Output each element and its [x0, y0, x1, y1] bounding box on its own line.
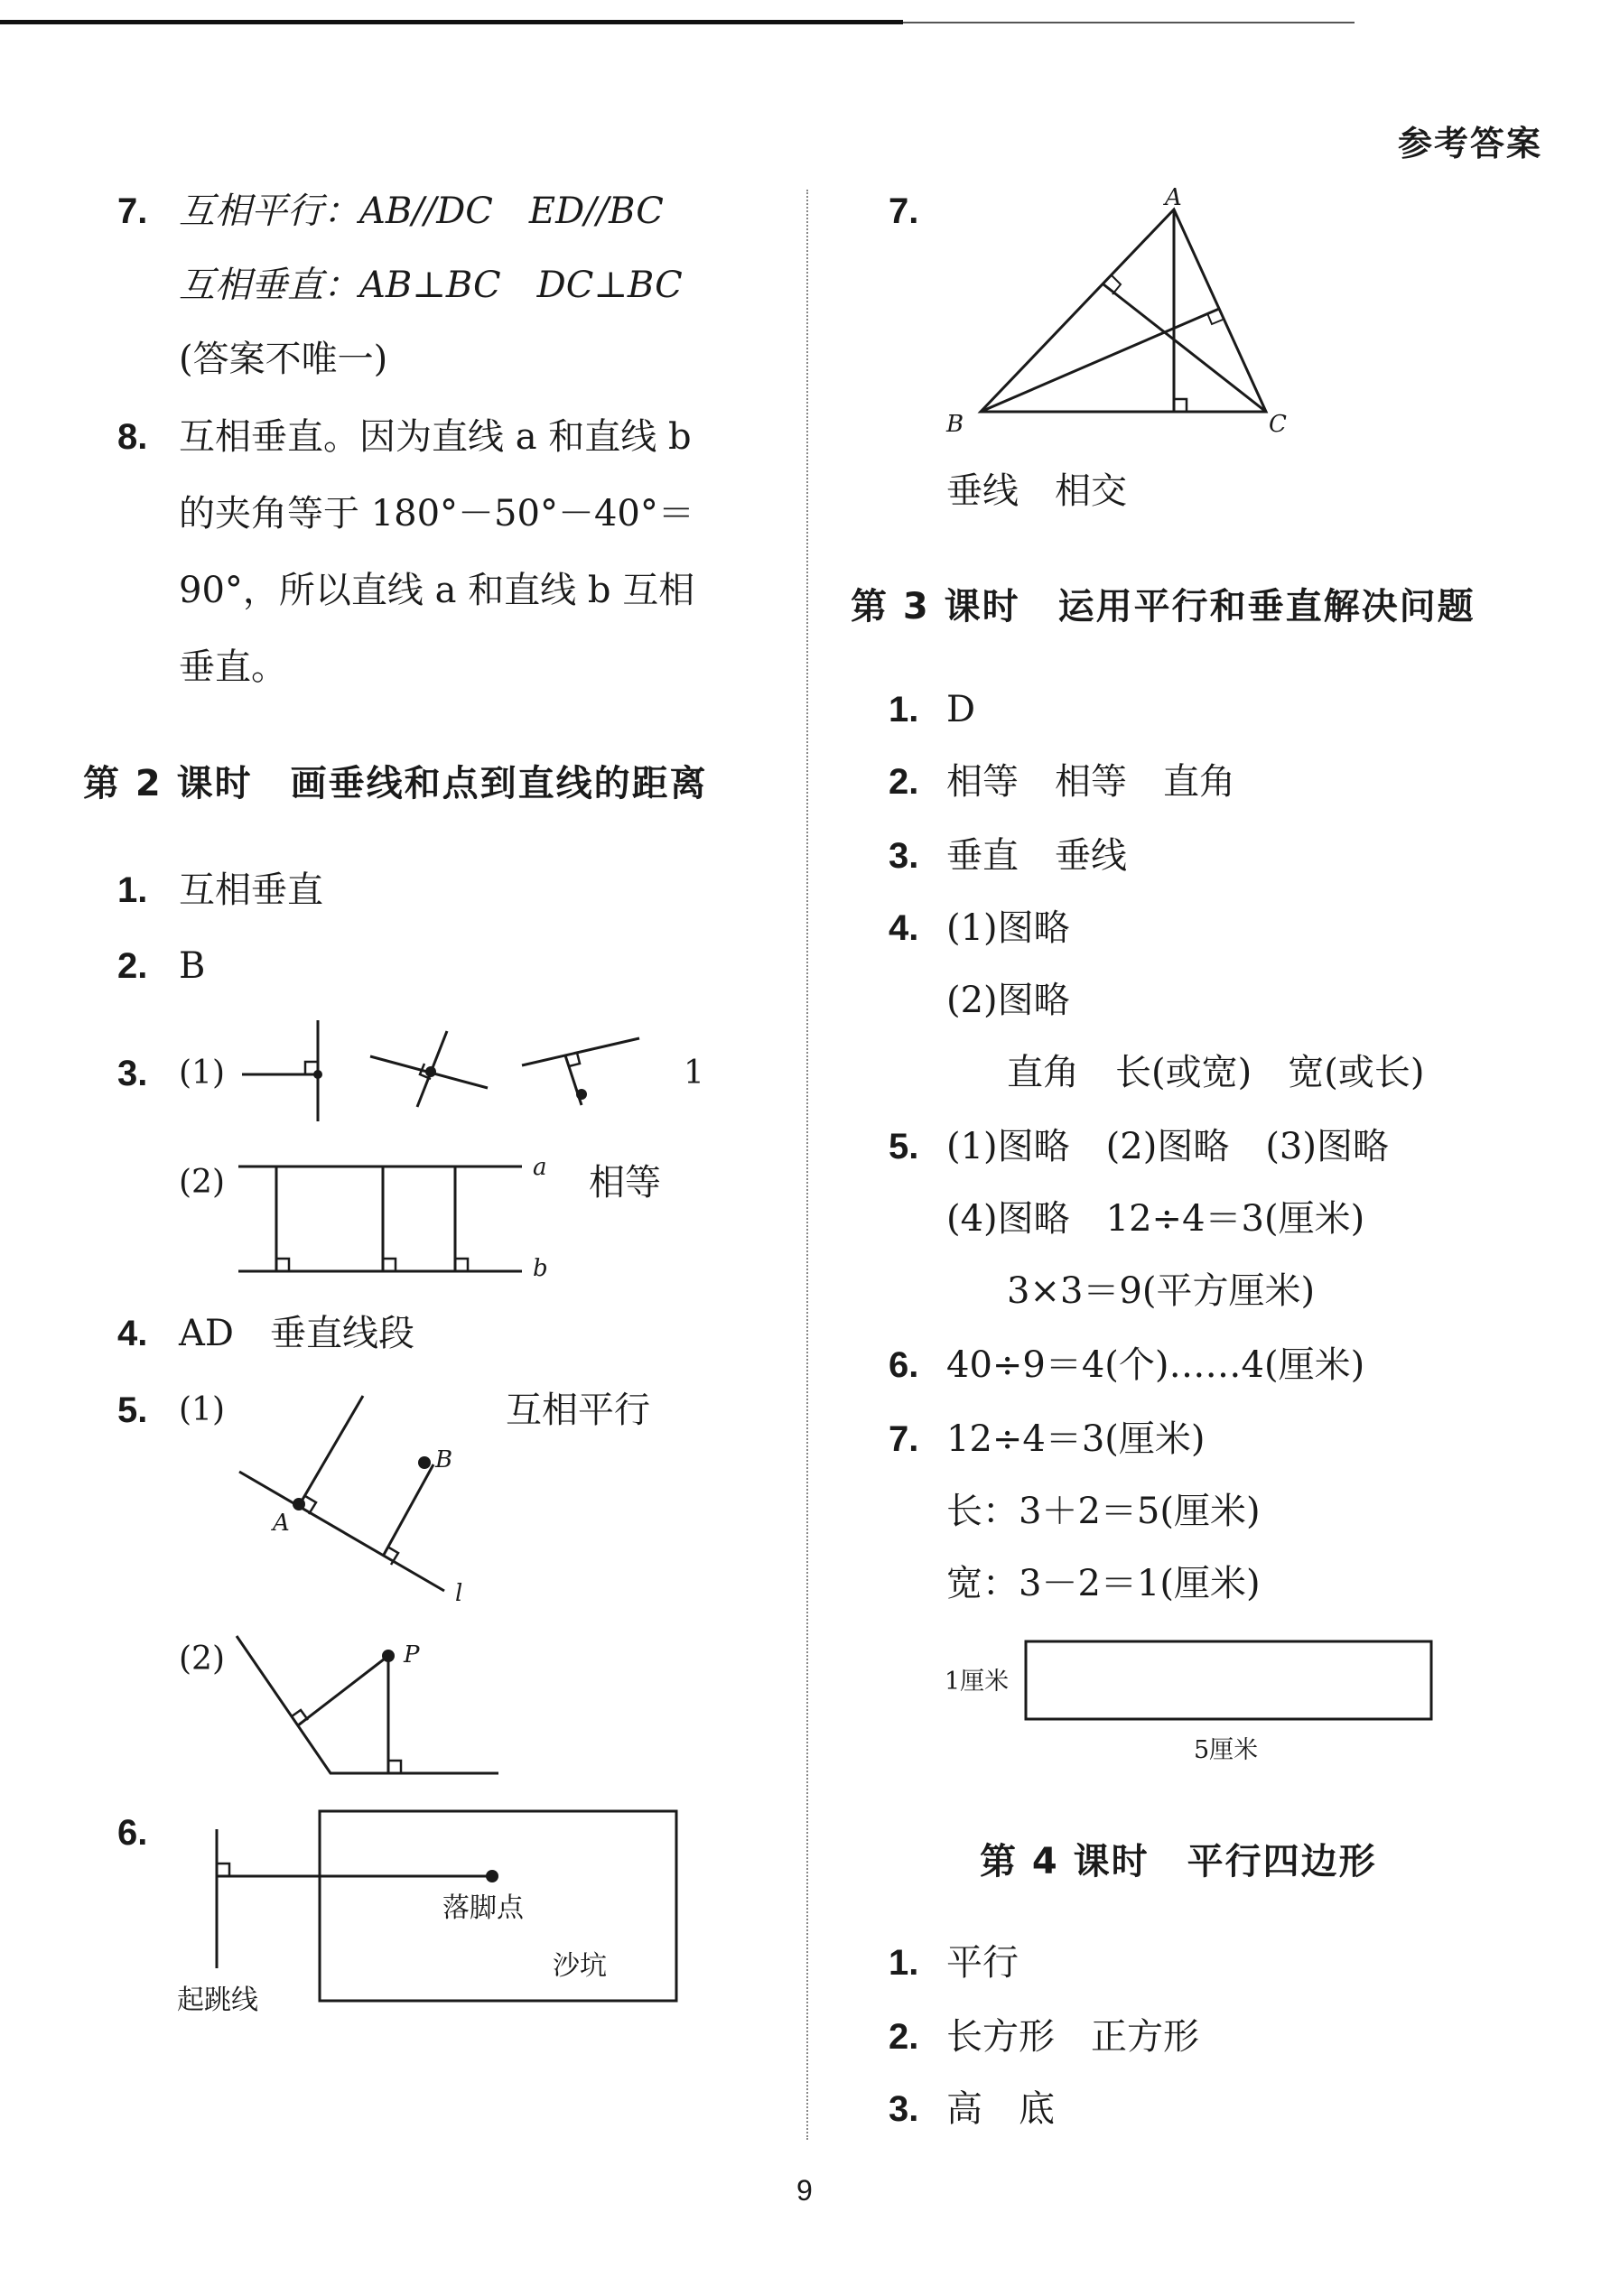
s2q5-point-a-label: A: [273, 1510, 290, 1537]
s2q4-text: AD 垂直线段: [179, 1313, 414, 1354]
q7-line1: 互相平行：AB//DC ED//BC: [179, 191, 664, 232]
s2q2-text: B: [179, 945, 206, 987]
s2q6-takeoff-label: 起跳线: [177, 1985, 258, 2016]
s3q2-number: 2.: [889, 762, 919, 802]
s3q7-line2: 长：3＋2＝5(厘米): [946, 1491, 1261, 1532]
s3q2-text: 相等 相等 直角: [946, 761, 1235, 803]
s3q1-number: 1.: [889, 690, 919, 730]
s3q5-line2: (4)图略 12÷4＝3(厘米): [946, 1198, 1365, 1240]
s3q7-number: 7.: [889, 1419, 919, 1459]
s3q6-text: 40÷9＝4(个)……4(厘米): [946, 1344, 1365, 1386]
s2q6-pit-label: 沙坑: [553, 1950, 607, 1982]
q8-line4: 垂直。: [179, 646, 287, 688]
section3-title: 第 3 课时 运用平行和垂直解决问题: [851, 586, 1476, 627]
section4-title: 第 4 课时 平行四边形: [980, 1841, 1377, 1882]
q8-line2: 的夹角等于 180°－50°－40°＝: [179, 493, 694, 534]
s2q5-number: 5.: [117, 1390, 148, 1430]
s2q3-fig2-parallel-lines: [238, 1167, 522, 1271]
s2q5-part1-label: (1): [179, 1391, 225, 1428]
s2q3-line-b-label: b: [533, 1255, 548, 1282]
s2q3-line-a-label: a: [533, 1154, 547, 1181]
s2q3-fig1-perpendicular-c: [522, 1038, 639, 1105]
s3q7-fig-rectangle: [1026, 1641, 1431, 1719]
s4q1-text: 平行: [946, 1942, 1019, 1984]
s2q1-text: 互相垂直: [179, 869, 323, 911]
s2q5-part2-label: (2): [179, 1641, 225, 1678]
column-divider: [806, 190, 808, 2140]
q7-line3: (答案不唯一): [179, 339, 388, 380]
s2q5-fig1-line-l: [239, 1396, 444, 1591]
s2q3-part1-label: (1): [179, 1055, 225, 1092]
s4q3-number: 3.: [889, 2089, 919, 2129]
s3q3-text: 垂直 垂线: [946, 835, 1127, 877]
s4q3-text: 高 底: [946, 2088, 1055, 2130]
s2q3-part2-label: (2): [179, 1164, 225, 1201]
rq7-number: 7.: [889, 191, 919, 231]
top-border-line-fade: [903, 22, 1355, 23]
s2q5-point-p-label: P: [404, 1641, 420, 1669]
s3q6-number: 6.: [889, 1345, 919, 1385]
q8-line1: 互相垂直。因为直线 a 和直线 b: [179, 416, 692, 458]
s2q2-number: 2.: [117, 946, 148, 986]
rq7-point-c-label: C: [1269, 411, 1287, 438]
s2q5-fig2-angle: [237, 1636, 498, 1773]
q7-line2: 互相垂直：AB⊥BC DC⊥BC: [179, 265, 683, 306]
s3q5-line1: (1)图略 (2)图略 (3)图略: [946, 1126, 1389, 1167]
page-number: 9: [796, 2174, 813, 2207]
s4q2-text: 长方形 正方形: [946, 2016, 1199, 2058]
s3q7-length-label: 5厘米: [1194, 1736, 1259, 1764]
s2q3-fig1-perpendicular-a: [242, 1020, 322, 1121]
s3q4-line1: (1)图略: [946, 907, 1070, 949]
rq7-fig-triangle: [981, 209, 1266, 412]
s3q4-line3: 直角 长(或宽) 宽(或长): [1007, 1052, 1425, 1093]
s3q4-line2: (2)图略: [946, 980, 1070, 1021]
q7-number: 7.: [117, 191, 148, 231]
s2q3-fig1-perpendicular-b: [370, 1031, 488, 1107]
s2q5-point-b-label: B: [435, 1446, 453, 1473]
page-header-title: 参考答案: [1398, 124, 1543, 163]
s3q1-text: D: [946, 689, 976, 730]
section2-title: 第 2 课时 画垂线和点到直线的距离: [83, 763, 708, 804]
rq7-answer: 垂线 相交: [946, 470, 1127, 512]
s2q5-line-l-label: l: [455, 1580, 463, 1607]
q8-number: 8.: [117, 417, 148, 457]
q8-line3: 90°，所以直线 a 和直线 b 互相: [179, 570, 695, 611]
s3q5-number: 5.: [889, 1127, 919, 1167]
s3q7-width-label: 1厘米: [945, 1668, 1010, 1696]
s3q3-number: 3.: [889, 836, 919, 876]
s2q3-number: 3.: [117, 1054, 148, 1093]
s2q6-landing-label: 落脚点: [442, 1892, 524, 1924]
rq7-point-a-label: A: [1165, 184, 1182, 211]
s3q7-line1: 12÷4＝3(厘米): [946, 1418, 1206, 1460]
s2q3-answer1: 1: [684, 1055, 704, 1092]
s3q5-line3: 3×3＝9(平方厘米): [1007, 1270, 1316, 1312]
s2q3-answer2: 相等: [589, 1162, 661, 1204]
rq7-point-b-label: B: [946, 411, 964, 438]
s2q4-number: 4.: [117, 1314, 148, 1353]
s3q4-number: 4.: [889, 908, 919, 948]
s2q1-number: 1.: [117, 870, 148, 910]
s3q7-line3: 宽：3－2＝1(厘米): [946, 1563, 1261, 1604]
s2q5-answer1: 互相平行: [506, 1390, 650, 1431]
s4q1-number: 1.: [889, 1943, 919, 1983]
s4q2-number: 2.: [889, 2017, 919, 2057]
top-border-line: [0, 20, 903, 24]
s2q6-number: 6.: [117, 1813, 148, 1853]
